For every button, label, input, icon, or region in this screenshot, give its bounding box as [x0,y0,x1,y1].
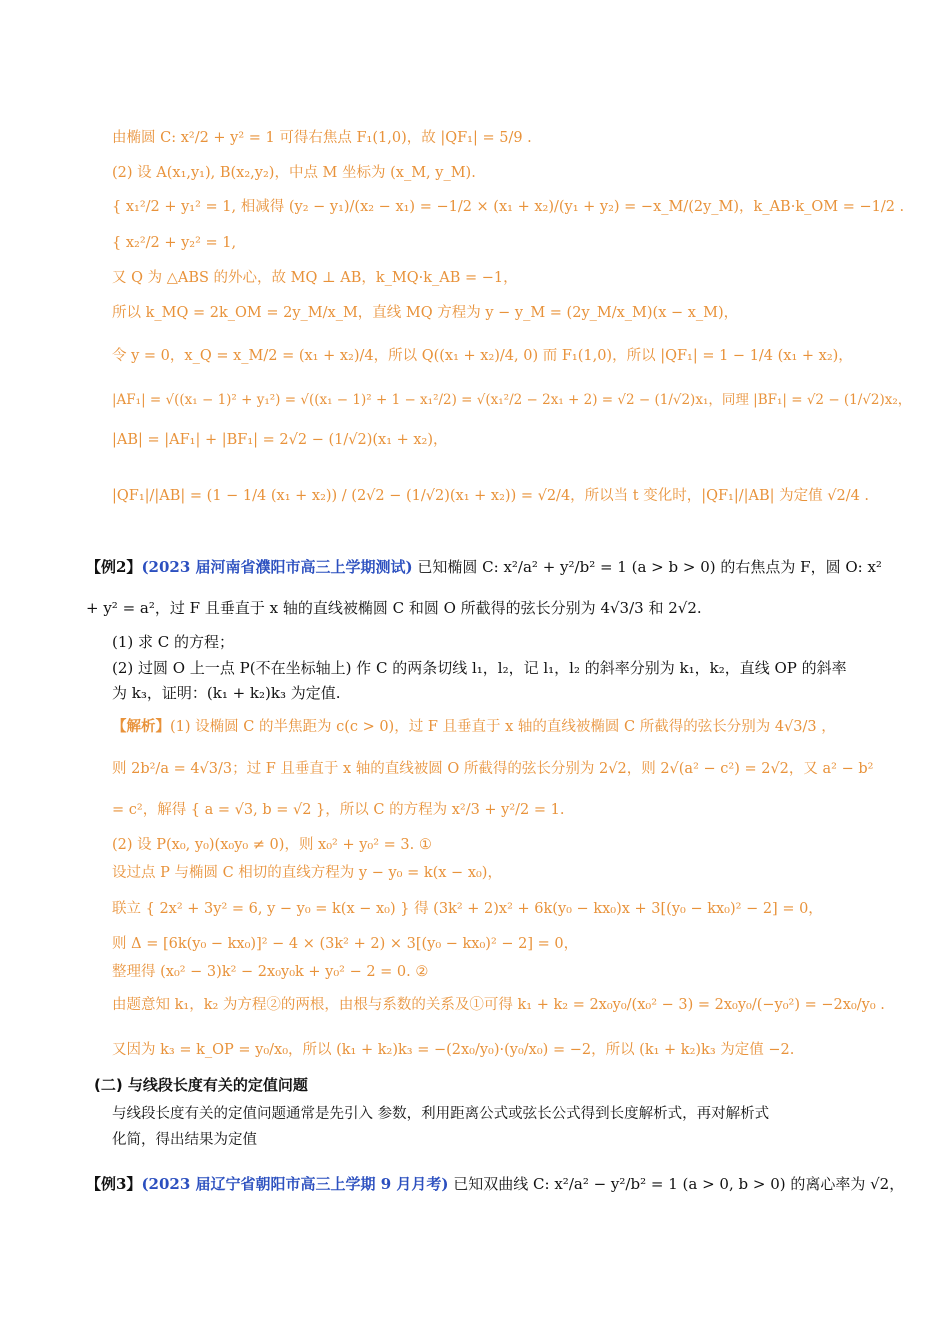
example-tag: 【例2】 [86,558,142,576]
question-2-cont: 为 k₃，证明：(k₁ + k₂)k₃ 为定值. [112,684,341,702]
solution-line: { x₂²/2 + y₂² = 1, [112,235,237,251]
example-stem-text: 已知椭圆 C: x²/a² + y²/b² = 1 (a > b > 0) 的右焦点为 F，圆 O: x² [417,558,882,576]
solution-line: 则 Δ = [6k(y₀ − kx₀)]² − 4 × (3k² + 2) × 3[(y₀ − kx₀)² − 2] = 0， [112,936,579,952]
solution-tag: 【解析】 [112,718,170,735]
example-stem-text: 已知双曲线 C: x²/a² − y²/b² = 1 (a > 0, b > 0) 的离心率为 √2， [453,1175,905,1193]
solution-line: 又因为 k₃ = k_OP = y₀/x₀，所以 (k₁ + k₂)k₃ = −(2x₀/y₀)·(y₀/x₀) = −2，所以 (k₁ + k₂)k₃ 为定值 −2. [112,1042,795,1058]
question-2: (2) 过圆 O 上一点 P(不在坐标轴上) 作 C 的两条切线 l₁，l₂，记 l₁，l₂ 的斜率分别为 k₁，k₂，直线 OP 的斜率 [112,659,847,677]
question-1: (1) 求 C 的方程； [112,633,235,651]
example-3-stem [86,1177,904,1192]
section-description: 与线段长度有关的定值问题通常是先引入 参数，利用距离公式或弦长公式得到长度解析式，再对解析式 [112,1106,770,1122]
solution-line: |QF₁|/|AB| = (1 − 1/4 (x₁ + x₂)) / (2√2 − (1/√2)(x₁ + x₂)) = √2/4，所以当 t 变化时，|QF₁|/|AB| 为定值 √2/4 . [112,488,870,504]
example-2-stem-cont: + y² = a²，过 F 且垂直于 x 轴的直线被椭圆 C 和圆 O 所截得的弦长分别为 4√3/3 和 2√2. [86,599,702,617]
solution-text: (1) 设椭圆 C 的半焦距为 c(c > 0)，过 F 且垂直于 x 轴的直线被椭圆 C 所截得的弦长分别为 4√3/3 ， [170,719,836,735]
solution-line: 整理得 (x₀² − 3)k² − 2x₀y₀k + y₀² − 2 = 0. ② [112,964,429,980]
example-2-stem [86,560,882,575]
solution-line: 设过点 P 与椭圆 C 相切的直线方程为 y − y₀ = k(x − x₀)， [112,865,502,881]
solution-line: { x₁²/2 + y₁² = 1, 相减得 (y₂ − y₁)/(x₂ − x₁) = −1/2 × (x₁ + x₂)/(y₁ + y₂) = −x_M/(2y_M)，k_AB·k_OM = −1/2 . [112,199,905,215]
section-description-cont: 化简，得出结果为定值 [112,1132,257,1148]
solution-line: (2) 设 A(x₁,y₁), B(x₂,y₂)，中点 M 坐标为 (x_M, y_M). [112,165,476,181]
solution-line: 又 Q 为 △ABS 的外心，故 MQ ⊥ AB，k_MQ·k_AB = −1， [112,270,518,286]
solution-line: |AF₁| = √((x₁ − 1)² + y₁²) = √((x₁ − 1)² + 1 − x₁²/2) = √(x₁²/2 − 2x₁ + 2) = √2 − (1/√2)x₁，同理 |BF₁| = √2 − (1/√2)x₂， [112,392,912,408]
solution-line: 由题意知 k₁，k₂ 为方程②的两根，由根与系数的关系及①可得 k₁ + k₂ = 2x₀y₀/(x₀² − 3) = 2x₀y₀/(−y₀²) = −2x₀/y₀ . [112,997,885,1013]
example-source: (2023 届河南省濮阳市高三上学期测试) [141,558,413,576]
solution-line: |AB| = |AF₁| + |BF₁| = 2√2 − (1/√2)(x₁ + x₂)， [112,432,448,448]
solution-line: 由椭圆 C: x²/2 + y² = 1 可得右焦点 F₁(1,0)，故 |QF₁| = 5/9 . [112,130,532,146]
example-source: (2023 届辽宁省朝阳市高三上学期 9 月月考) [141,1175,449,1193]
solution-line: 所以 k_MQ = 2k_OM = 2y_M/x_M，直线 MQ 方程为 y − y_M = (2y_M/x_M)(x − x_M)， [112,305,739,321]
solution-line: 联立 { 2x² + 3y² = 6, y − y₀ = k(x − x₀) } 得 (3k² + 2)x² + 6k(y₀ − kx₀)x + 3[(y₀ − kx₀)² − 2] = 0， [112,901,823,917]
solution-line: 令 y = 0，x_Q = x_M/2 = (x₁ + x₂)/4，所以 Q((x₁ + x₂)/4, 0) 而 F₁(1,0)，所以 |QF₁| = 1 − 1/4 (x₁ + x₂)， [112,348,853,364]
solution-line: 则 2b²/a = 4√3/3；过 F 且垂直于 x 轴的直线被圆 O 所截得的弦长分别为 2√2，则 2√(a² − c²) = 2√2，又 a² − b² [112,761,874,777]
solution-line: = c²，解得 { a = √3, b = √2 }，所以 C 的方程为 x²/3 + y²/2 = 1. [112,802,565,818]
solution-line: (2) 设 P(x₀, y₀)(x₀y₀ ≠ 0)，则 x₀² + y₀² = 3. ① [112,837,432,853]
section-heading: (二) 与线段长度有关的定值问题 [94,1076,308,1094]
example-tag: 【例3】 [86,1175,142,1193]
solution-line [112,720,836,735]
